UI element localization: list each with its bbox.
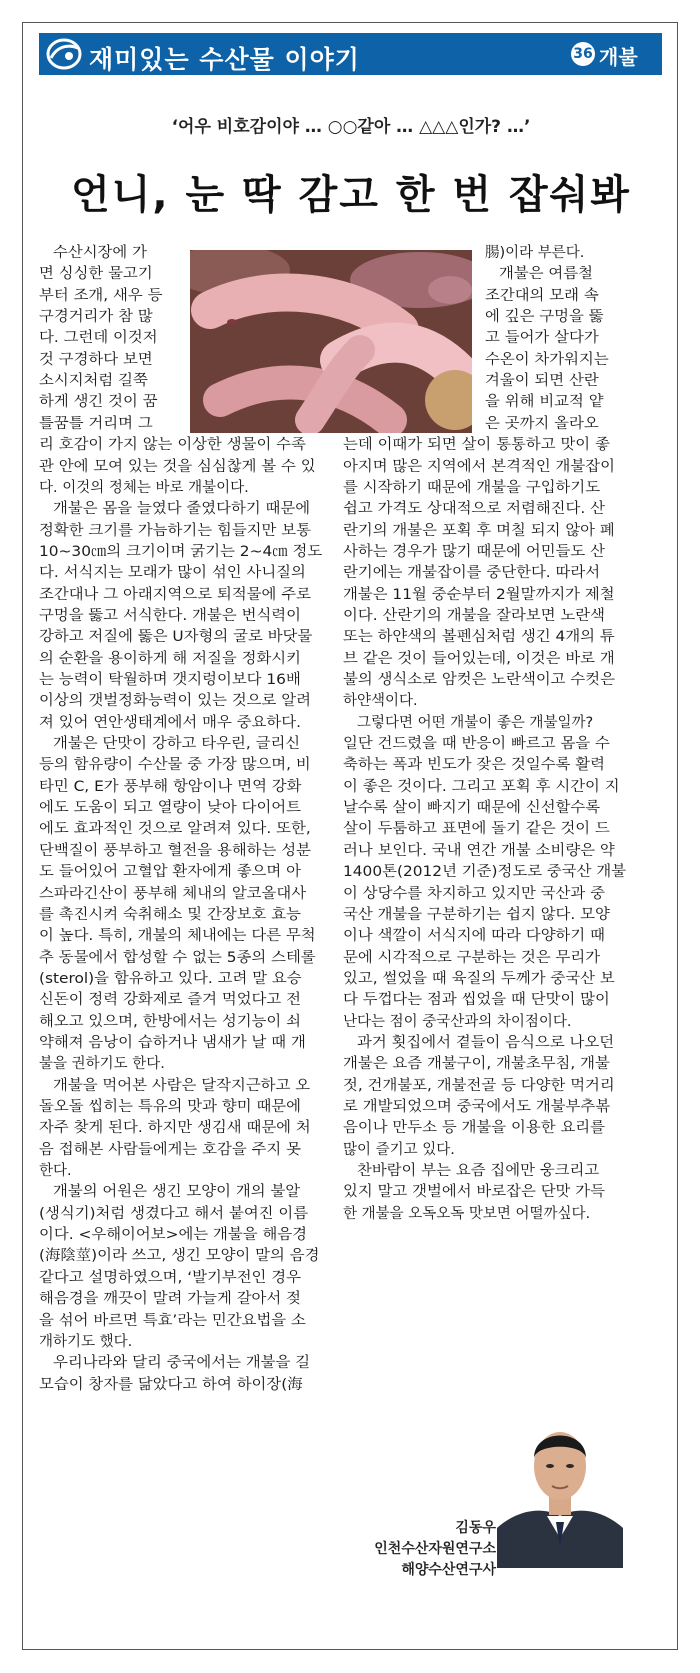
article-text-line: 하게 생긴 것이 꿈 — [39, 394, 158, 411]
article-text-line: 개불은 여름철 — [499, 266, 593, 283]
newspaper-page — [22, 22, 678, 1650]
article-text-line: 타민 C, E가 풍부해 항암이나 면역 강화 — [39, 778, 302, 795]
article-text-line: 겨울이 되면 산란 — [485, 373, 599, 390]
article-text-line: 날수록 살이 빠지기 때문에 신선할수록 — [343, 800, 601, 817]
article-text-line: 신돈이 정력 강화제로 즐겨 먹었다고 전 — [39, 992, 301, 1009]
article-text-line: 추 동물에서 합성할 수 없는 5종의 스테롤 — [39, 949, 316, 966]
article-text-line: 개불의 어원은 생긴 모양이 개의 불알 — [53, 1184, 301, 1201]
article-text-line: 축하는 폭과 빈도가 잦은 것일수록 활력 — [343, 757, 605, 774]
article-text-line: 이 높다. 특히, 개불의 체내에는 다른 무척 — [39, 928, 316, 945]
article-text-line: 정확한 크기를 가늠하기는 힘들지만 보통 — [39, 522, 311, 539]
article-text-line: 약해져 음낭이 습하거나 냄새가 날 때 개 — [39, 1034, 306, 1051]
article-text-line: 이다. <우해이어보>에는 개불을 해음경 — [39, 1227, 308, 1244]
article-text-line: 수산시장에 가 — [53, 245, 147, 261]
article-text-line: 틀꿈틀 거리며 그 — [39, 415, 153, 432]
article-text-line: 로 개발되었으며 중국에서도 개불부추볶 — [343, 1099, 611, 1115]
article-text-line: 이다. 산란기의 개불을 잘라보면 노란색 — [343, 607, 605, 624]
article-text-line: 는 능력이 탁월하며 갯지렁이보다 16배 — [39, 672, 301, 688]
article-text-line: (sterol)을 함유하고 있다. 고려 말 요승 — [39, 970, 302, 987]
article-text-line: 다 두껍다는 점과 씹었을 때 단맛이 많이 — [343, 992, 610, 1009]
article-text-line: 음이나 만두소 등 개불을 이용한 요리를 — [343, 1120, 605, 1137]
article-text-line: 개하기도 했다. — [39, 1333, 133, 1350]
article-text-line: 다. 이것의 정체는 바로 개불이다. — [39, 479, 249, 496]
article-text-line: 또는 하얀색의 볼펜심처럼 생긴 4개의 튜 — [343, 629, 615, 646]
series-title: 재미있는 수산물 이야기 — [89, 45, 360, 74]
author-name: 김동우 — [455, 1520, 496, 1536]
article-text-line: 과거 횟집에서 곁들이 음식으로 나오던 — [357, 1034, 615, 1051]
article-text-line: 돌오돌 씹히는 특유의 맛과 향미 때문에 — [39, 1099, 301, 1115]
article-text-line: 등의 함유량이 수산물 중 가장 많으며, 비 — [39, 757, 311, 774]
wave-logo-icon — [45, 36, 83, 72]
article-text-line: 를 시작하기 때문에 개불을 구입하기도 — [343, 479, 601, 496]
article-text-line: 져 있어 연안생태계에서 매우 중요하다. — [39, 714, 301, 731]
article-text-line: 것 구경하다 보면 — [39, 351, 153, 368]
article-text-line: 면 싱싱한 물고기 — [39, 266, 153, 283]
article-text-line: 찬바람이 부는 요즘 집에만 웅크리고 — [357, 1163, 600, 1180]
article-text-line: 이 좋은 것이다. 그리고 포획 후 시간이 지 — [343, 778, 620, 795]
article-text-line: 조간대나 그 아래지역으로 퇴적물에 주로 — [39, 586, 311, 603]
article-text-line: 부터 조개, 새우 등 — [39, 287, 163, 304]
article-text-line: 는데 이때가 되면 살이 통통하고 맛이 좋 — [343, 437, 610, 454]
article-text-line: 불을 권하기도 한다. — [39, 1056, 165, 1073]
article-text-line: 개불은 몸을 늘였다 줄였다하기 때문에 — [53, 501, 311, 518]
article-text-line: 에도 도움이 되고 열량이 낮아 다이어트 — [39, 800, 301, 817]
article-text-line: 소시지처럼 길쭉 — [39, 373, 148, 390]
article-text-line: 난다는 점이 중국산과의 차이점이다. — [343, 1013, 572, 1030]
article-text-line: 러나 보인다. 국내 연간 개불 소비량은 약 — [343, 842, 615, 859]
article-text-line: 다. 그런데 이것저 — [39, 330, 158, 347]
article-text-line: 수온이 차가워지는 — [485, 351, 609, 368]
article-text-line: 구멍을 뚫고 서식한다. 개불은 번식력이 — [39, 607, 301, 624]
article-text-line: 에도 효과적인 것으로 알려져 있다. 또한, — [39, 821, 311, 838]
article-text-line: 그렇다면 어떤 개불이 좋은 개불일까? — [357, 714, 594, 731]
article-text-line: 젓, 건개불포, 개불전골 등 다양한 먹거리 — [343, 1077, 615, 1094]
article-text-line: 자주 찾게 된다. 하지만 생김새 때문에 처 — [39, 1120, 311, 1137]
article-text-line: 살이 두툼하고 표면에 돌기 같은 것이 드 — [343, 821, 610, 838]
article-text-line: 국산 개불을 구분하기는 쉽지 않다. 모양 — [343, 906, 610, 923]
article-text-line: 조간대의 모래 속 — [485, 287, 599, 304]
article-text-line: 이상의 갯벌정화능력이 있는 것으로 알려 — [39, 693, 311, 710]
article-text-line: 이나 색깔이 서식지에 따라 다양하기 때 — [343, 928, 605, 945]
article-text-line: 브 같은 것이 들어있는데, 이것은 바로 개 — [343, 650, 615, 667]
article-text-line: 개불은 요즘 개불구이, 개불초무침, 개불 — [343, 1056, 610, 1073]
article-title: 언니, 눈 딱 감고 한 번 잡숴봐 — [71, 172, 631, 218]
article-text-line: 도 들어있어 고혈압 환자에게 좋으며 아 — [39, 864, 301, 881]
article-text-line: 고 들어가 살다가 — [485, 330, 599, 347]
issue-number-badge: 36 — [571, 42, 595, 66]
article-text-line: 일단 건드렸을 때 반응이 빠르고 몸을 수 — [343, 736, 610, 753]
article-text-line: 1400톤(2012년 기준)정도로 중국산 개불 — [343, 864, 627, 881]
article-text-line: 관 안에 모여 있는 것을 심심찮게 볼 수 있 — [39, 458, 316, 475]
article-text-line: 란기의 개불은 포획 후 며칠 되지 않아 폐 — [343, 522, 615, 539]
author-byline — [346, 1518, 496, 1581]
gaebul-photo — [190, 250, 472, 433]
article-text-line: 이 상당수를 차지하고 있지만 국산과 중 — [343, 885, 605, 902]
article-text-line: 모습이 창자를 닮았다고 하여 하이장(海 — [39, 1376, 303, 1393]
article-text-line: 을 위해 비교적 얕 — [485, 394, 604, 411]
article-subtitle: ‘어우 비호감이야 … ○○같아 … △△△인가? …’ — [171, 117, 531, 137]
article-text-line: 개불은 단맛이 강하고 타우린, 글리신 — [53, 736, 301, 753]
article-text-line: 의 순환을 용이하게 해 저질을 정화시키 — [39, 650, 301, 667]
author-position: 해양수산연구사 — [401, 1562, 496, 1578]
article-text-line: 강하고 저질에 뚫은 U자형의 굴로 바닷물 — [39, 629, 313, 646]
article-text-line: 개불을 먹어본 사람은 달작지근하고 오 — [53, 1077, 311, 1094]
article-text-line: 사하는 경우가 많기 때문에 어민들도 산 — [343, 543, 605, 560]
article-text-line: 해오고 있으며, 한방에서는 성기능이 쇠 — [39, 1013, 301, 1030]
article-text-line: 같다고 설명하였으며, ‘발기부전인 경우 — [39, 1269, 301, 1286]
article-text-line: 스파라긴산이 풍부해 체내의 알코올대사 — [39, 885, 307, 902]
article-text-line: 은 곳까지 올라오 — [485, 415, 599, 432]
article-text-line: 아지며 많은 지역에서 본격적인 개불잡이 — [343, 458, 615, 475]
article-text-line: 쉽고 가격도 상대적으로 저렴해진다. 산 — [343, 501, 605, 518]
article-text-line: 문에 시각적으로 구분하는 것은 무리가 — [343, 949, 601, 966]
article-text-line: 우리나라와 달리 중국에서는 개불을 길 — [53, 1355, 311, 1372]
article-text-line: 한다. — [39, 1163, 72, 1180]
author-portrait — [497, 1398, 623, 1568]
topic-label: 개불 — [599, 45, 638, 69]
article-text-line: 개불은 11월 중순부터 2월말까지가 제철 — [343, 586, 615, 603]
article-text-line: 하얀색이다. — [343, 693, 418, 710]
article-text-line: 해음경을 깨끗이 말려 가늘게 갈아서 젖 — [39, 1291, 301, 1308]
article-text-line: 불의 생식소로 암컷은 노란색이고 수컷은 — [343, 672, 615, 688]
article-text-line: 리 호감이 가지 않는 이상한 생물이 수족 — [39, 437, 306, 454]
article-text-line: 한 개불을 오독오독 맛보면 어떨까싶다. — [343, 1205, 591, 1222]
article-text-line: (海陰莖)이라 쓰고, 생긴 모양이 말의 음경 — [39, 1248, 320, 1265]
article-text-line: 를 촉진시켜 숙취해소 및 간장보호 효능 — [39, 906, 301, 923]
article-text-line: 음 접해본 사람들에게는 호감을 주지 못 — [39, 1141, 301, 1158]
article-text-line: 있지 말고 갯벌에서 바로잡은 단맛 가득 — [343, 1184, 605, 1201]
article-text-line: 많이 즐기고 있다. — [343, 1141, 455, 1158]
article-text-line: 에 깊은 구멍을 뚫 — [485, 309, 604, 326]
article-text-line: 단백질이 풍부하고 혈전을 용해하는 성분 — [39, 842, 311, 859]
series-header — [39, 33, 662, 75]
article-text-line: 腸)이라 부른다. — [485, 245, 585, 261]
article-text-line: 10~30㎝의 크기이며 굵기는 2~4㎝ 정도 — [39, 543, 323, 560]
article-text-line: (생식기)처럼 생겼다고 해서 붙여진 이름 — [39, 1205, 309, 1222]
author-affiliation: 인천수산자원연구소 — [374, 1541, 496, 1557]
article-text-line: 을 섞어 바르면 특효’라는 민간요법을 소 — [39, 1312, 306, 1329]
article-text-line: 란기에는 개불잡이를 중단한다. 따라서 — [343, 565, 601, 582]
article-text-line: 구경거리가 참 많 — [39, 309, 153, 326]
article-text-line: 있고, 썰었을 때 육질의 두께가 중국산 보 — [343, 970, 615, 987]
article-text-line: 다. 서식지는 모래가 많이 섞인 사니질의 — [39, 565, 306, 582]
